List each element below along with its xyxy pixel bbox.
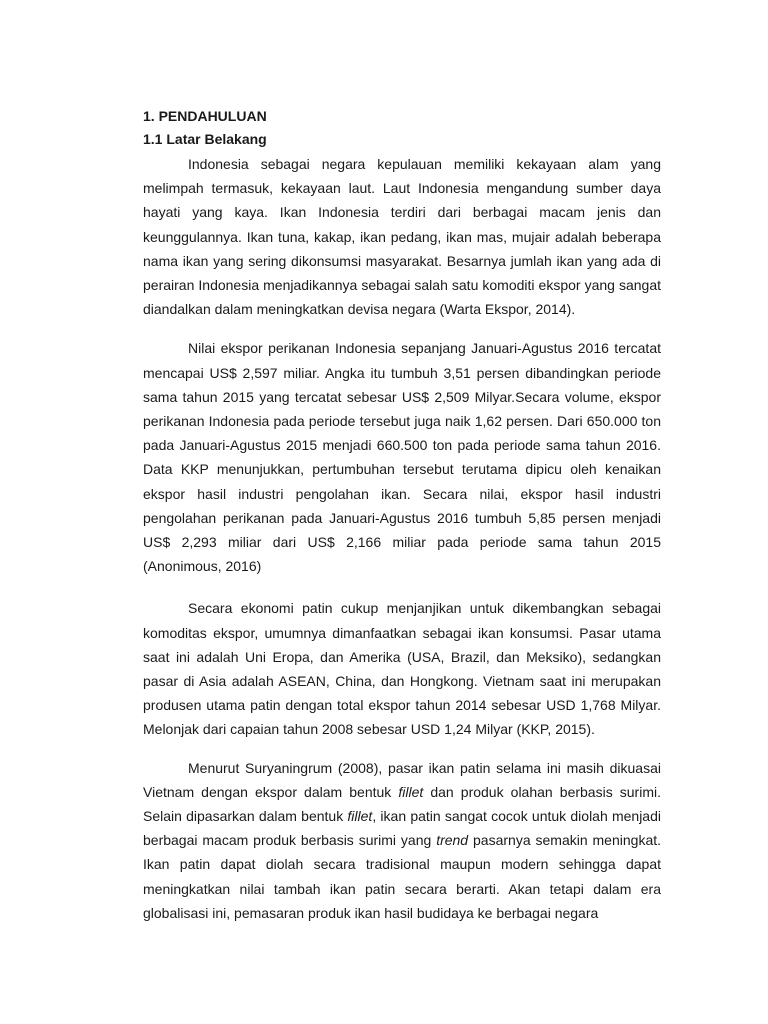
paragraph-4	[143, 756, 661, 925]
paragraph-1: Indonesia sebagai negara kepulauan memiliki kekayaan alam yang melimpah termasuk, kekayaan laut. Laut Indonesia mengandung sumber daya hayati yang kaya. Ikan Indonesia terdiri dari berbagai macam jenis dan keunggulannya. Ikan tuna, kakap, ikan pedang, ikan mas, mujair adalah beberapa nama ikan yang sering dikonsumsi masyarakat. Besarnya jumlah ikan yang ada di perairan Indonesia menjadikannya sebagai salah satu komoditi ekspor yang sangat diandalkan dalam meningkatkan devisa negara (Warta Ekspor, 2014).	[143, 156, 661, 318]
paragraph-4-italic-fillet-1: fillet	[398, 783, 424, 800]
document-body	[143, 106, 661, 925]
paragraph-4-italic-fillet-2: fillet	[347, 808, 373, 825]
paragraph-4-text-2: dan produk olahan berbasis surimi. Selain dipasarkan dalam bentuk	[143, 783, 661, 825]
paragraph-3: Secara ekonomi patin cukup menjanjikan untuk dikembangkan sebagai komoditas ekspor, umumnya dimanfaatkan sebagai ikan konsumsi. Pasar utama saat ini adalah Uni Eropa, dan Amerika (USA, Brazil, dan Meksiko), sedangkan pasar di Asia adalah ASEAN, China, dan Hongkong. Vietnam saat ini merupakan produsen utama patin dengan total ekspor tahun 2014 sebesar USD 1,768 Milyar. Melonjak dari capaian tahun 2008 sebesar USD 1,24 Milyar (KKP, 2015).	[143, 600, 661, 738]
paragraph-4-italic-trend: trend	[436, 832, 469, 849]
paragraph-4-text-1: Menurut Suryaningrum (2008), pasar ikan patin selama ini masih dikuasai Vietnam dengan ekspor dalam bentuk	[143, 759, 661, 800]
section-heading: 1. PENDAHULUAN	[143, 108, 267, 124]
subsection-heading: 1.1 Latar Belakang	[143, 131, 267, 147]
paragraph-4-text-3: , ikan patin sangat cocok untuk diolah menjadi berbagai macam produk berbasis surimi yang	[143, 808, 661, 849]
paragraph-4-text-4: pasarnya semakin meningkat. Ikan patin dapat diolah secara tradisional maupun modern sehingga dapat meningkatkan nilai tambah ikan patin secara berarti. Akan tetapi dalam era globalisasi ini, pemasaran produk ikan hasil budidaya ke berbagai negara	[143, 832, 662, 921]
paragraph-2: Nilai ekspor perikanan Indonesia sepanjang Januari-Agustus 2016 tercatat mencapai US$ 2,597 miliar. Angka itu tumbuh 3,51 persen dibandingkan periode sama tahun 2015 yang tercatat sebesar US$ 2,509 Milyar.Secara volume, ekspor perikanan Indonesia pada periode tersebut juga naik 1,62 persen. Dari 650.000 ton pada Januari-Agustus 2015 menjadi 660.500 ton pada periode sama tahun 2016. Data KKP menunjukkan, pertumbuhan tersebut terutama dipicu oleh kenaikan ekspor hasil industri pengolahan ikan. Secara nilai, ekspor hasil industri pengolahan perikanan pada Januari-Agustus 2016 tumbuh 5,85 persen menjadi US$ 2,293 miliar dari US$ 2,166 miliar pada periode sama tahun 2015 (Anonimous, 2016)	[143, 340, 661, 575]
